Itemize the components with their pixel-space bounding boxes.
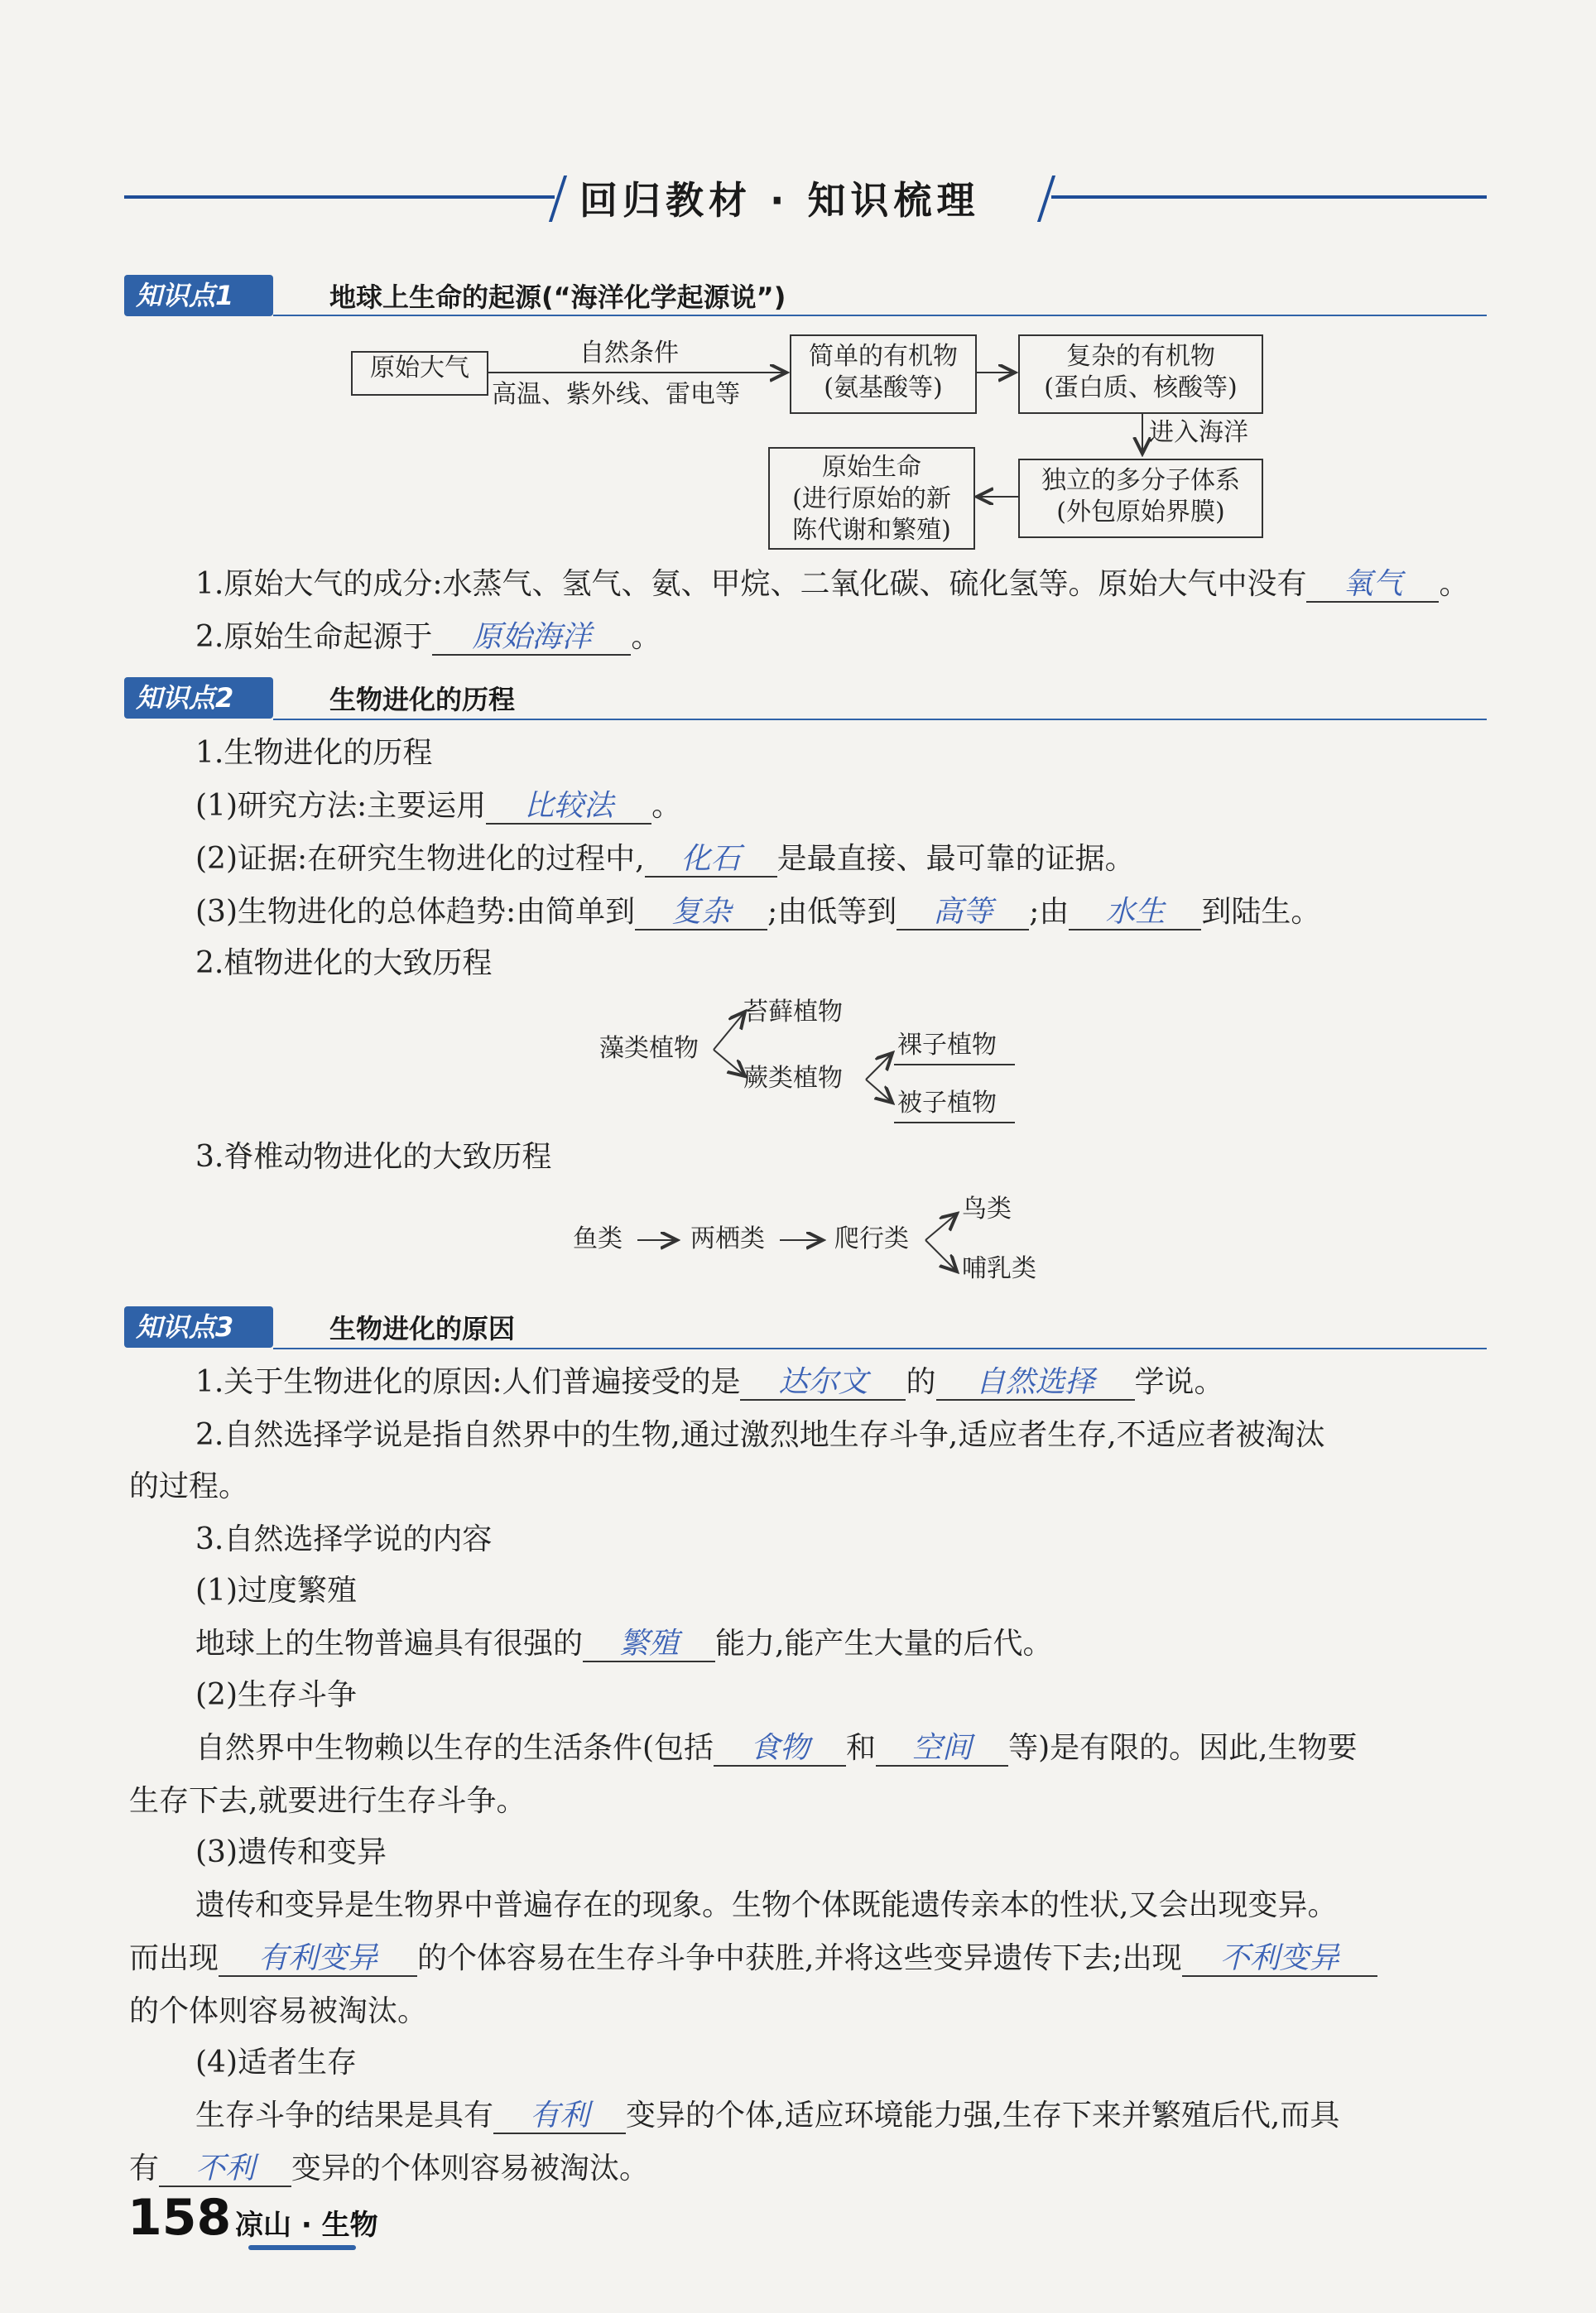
k3-s4t-post: 变异的个体,适应环境能力强,生存下来并繁殖后代,而具	[626, 2099, 1340, 2133]
k3-q1-mid: 的	[906, 1365, 936, 1399]
box4-line2: (外包原始界膜)	[1056, 498, 1225, 527]
k2-p3-text: (2)证据:在研究生物进化的过程中,	[195, 842, 645, 876]
page-number: 158	[127, 2189, 232, 2247]
box1-text: 原始大气	[370, 353, 469, 382]
box-complex-organics	[1018, 334, 1263, 414]
answer-favorable: 有利	[493, 2099, 626, 2134]
k3-q1	[195, 1364, 1224, 1401]
box5-line1: 原始生命	[822, 453, 921, 482]
k3-s3t-mid: 的个体容易在生存斗争中获胜,并将这些变异遗传下去;出现	[417, 1941, 1182, 1975]
box3-line1: 复杂的有机物	[1066, 342, 1215, 371]
answer-darwin: 达尔文	[740, 1366, 906, 1401]
k1-line1-end: 。	[1439, 567, 1469, 601]
k3-s4-text-line2	[129, 2151, 649, 2187]
k2-p3-end: 是最直接、最可靠的证据。	[776, 842, 1135, 876]
k2-p6: 3.脊椎动物进化的大致历程	[195, 1140, 552, 1174]
box-simple-organics	[790, 334, 977, 414]
k3-s1-text	[195, 1626, 1052, 1662]
box3-line2: (蛋白质、核酸等)	[1044, 373, 1238, 402]
k1-line1	[195, 566, 1469, 603]
k2-rule	[273, 719, 1487, 720]
k3-s4t-pre: 生存斗争的结果是具有	[195, 2099, 494, 2133]
plant-fern: 蕨类植物	[743, 1064, 843, 1093]
k3-s3t-pre: 而出现	[129, 1941, 219, 1975]
footer-underline	[248, 2245, 356, 2250]
k3-s1t-post: 能力,能产生大量的后代。	[715, 1627, 1053, 1661]
answer-oxygen: 氧气	[1306, 568, 1439, 603]
page-title: 回归教材 · 知识梳理	[579, 178, 980, 223]
arrow-label-bottom: 高温、紫外线、雷电等	[492, 380, 740, 409]
k3-s3-text-line3: 的个体则容易被淘汰。	[129, 1994, 428, 2028]
plant-moss: 苔藓植物	[743, 998, 843, 1027]
answer-space: 空间	[876, 1732, 1008, 1767]
k2-p4-mid1: ;由低等到	[767, 895, 897, 929]
k1-title: 地球上生命的起源(“海洋化学起源说”)	[329, 281, 786, 313]
answer-aquatic: 水生	[1069, 896, 1201, 930]
k3-title: 生物进化的原因	[329, 1313, 516, 1344]
k2-p3	[195, 841, 1135, 878]
box-multimolecular-system	[1018, 459, 1263, 538]
answer-comparison-method: 比较法	[486, 790, 651, 825]
k1-line2-text: 2.原始生命起源于	[195, 620, 433, 654]
k3-s2-text-line2: 生存下去,就要进行生存斗争。	[129, 1784, 526, 1818]
k3-s3-text-line2	[129, 1940, 1377, 1977]
box-primitive-atmosphere	[351, 351, 488, 396]
k3-s4t-l2-post: 变异的个体则容易被淘汰。	[291, 2152, 650, 2186]
k3-s1: (1)过度繁殖	[195, 1574, 357, 1608]
animal-amphibian: 两栖类	[690, 1224, 765, 1253]
k3-s2t-post: 等)是有限的。因此,生物要	[1008, 1731, 1358, 1765]
k1-badge: 知识点1	[124, 275, 273, 316]
box-primitive-life	[768, 447, 975, 550]
animal-bird: 鸟类	[962, 1195, 1012, 1224]
k2-p1: 1.生物进化的历程	[195, 736, 433, 770]
k3-s2-text	[195, 1730, 1358, 1767]
plant-gymnosperm: 裸子植物	[897, 1031, 997, 1060]
box2-line2: (氨基酸等)	[824, 373, 943, 402]
k2-p4	[195, 894, 1320, 930]
answer-fossil: 化石	[645, 843, 777, 878]
k1-line2	[195, 619, 661, 656]
k3-s2t-mid: 和	[846, 1731, 877, 1765]
k3-badge: 知识点3	[124, 1306, 273, 1348]
k2-p5: 2.植物进化的大致历程	[195, 946, 493, 980]
book-title: 凉山 · 生物	[235, 2209, 378, 2242]
arrow-label-enter-ocean: 进入海洋	[1149, 418, 1248, 447]
k3-q1-end: 学说。	[1134, 1365, 1224, 1399]
k2-p2-text: (1)研究方法:主要运用	[195, 789, 487, 823]
k3-q2-line1: 2.自然选择学说是指自然界中的生物,通过激烈地生存斗争,适应者生存,不适应者被淘汰	[195, 1418, 1325, 1452]
answer-primitive-ocean: 原始海洋	[432, 621, 631, 656]
answer-natural-selection: 自然选择	[936, 1366, 1135, 1401]
answer-food: 食物	[714, 1732, 846, 1767]
k3-s4t-l2-pre: 有	[129, 2152, 160, 2186]
answer-favorable-variation: 有利变异	[219, 1942, 417, 1977]
answer-unfavorable: 不利	[159, 2152, 291, 2187]
k3-s4: (4)适者生存	[195, 2046, 357, 2080]
k3-s2: (2)生存斗争	[195, 1678, 357, 1712]
box5-line3: 陈代谢和繁殖)	[792, 516, 951, 545]
k3-s2t-pre: 自然界中生物赖以生存的生活条件(包括	[195, 1731, 714, 1765]
k3-s3-text-line1: 遗传和变异是生物界中普遍存在的现象。生物个体既能遗传亲本的性状,又会出现变异。	[195, 1888, 1338, 1922]
k3-s4-text-line1	[195, 2098, 1339, 2134]
k3-q2-line2: 的过程。	[129, 1469, 249, 1503]
k2-title: 生物进化的历程	[329, 684, 516, 715]
animal-mammal: 哺乳类	[962, 1254, 1036, 1283]
answer-unfavorable-variation: 不利变异	[1182, 1942, 1377, 1977]
k1-line2-end: 。	[631, 620, 661, 654]
k3-q3: 3.自然选择学说的内容	[195, 1522, 493, 1556]
plant-algae: 藻类植物	[599, 1034, 699, 1063]
animal-fish: 鱼类	[573, 1224, 623, 1253]
box2-line1: 简单的有机物	[809, 342, 958, 371]
k2-p2-end: 。	[651, 789, 682, 823]
k2-p2	[195, 788, 681, 825]
k3-q1-text: 1.关于生物进化的原因:人们普遍接受的是	[195, 1365, 741, 1399]
k3-rule	[273, 1348, 1487, 1349]
k3-s1t-pre: 地球上的生物普遍具有很强的	[195, 1627, 584, 1661]
k3-s3: (3)遗传和变异	[195, 1835, 387, 1869]
animal-reptile: 爬行类	[834, 1224, 909, 1253]
answer-reproduction: 繁殖	[583, 1628, 715, 1662]
plant-angiosperm: 被子植物	[897, 1089, 997, 1118]
k1-line1-text: 1.原始大气的成分:水蒸气、氢气、氨、甲烷、二氧化碳、硫化氢等。原始大气中没有	[195, 567, 1307, 601]
box5-line2: (进行原始的新	[792, 484, 951, 513]
k2-badge: 知识点2	[124, 677, 273, 719]
answer-higher: 高等	[897, 896, 1029, 930]
k2-p4-text: (3)生物进化的总体趋势:由简单到	[195, 895, 636, 929]
arrow-label-top: 自然条件	[579, 339, 679, 368]
k2-p4-end: 到陆生。	[1201, 895, 1321, 929]
k2-p4-mid2: ;由	[1029, 895, 1070, 929]
answer-complex: 复杂	[635, 896, 767, 930]
box4-line1: 独立的多分子体系	[1041, 466, 1240, 495]
